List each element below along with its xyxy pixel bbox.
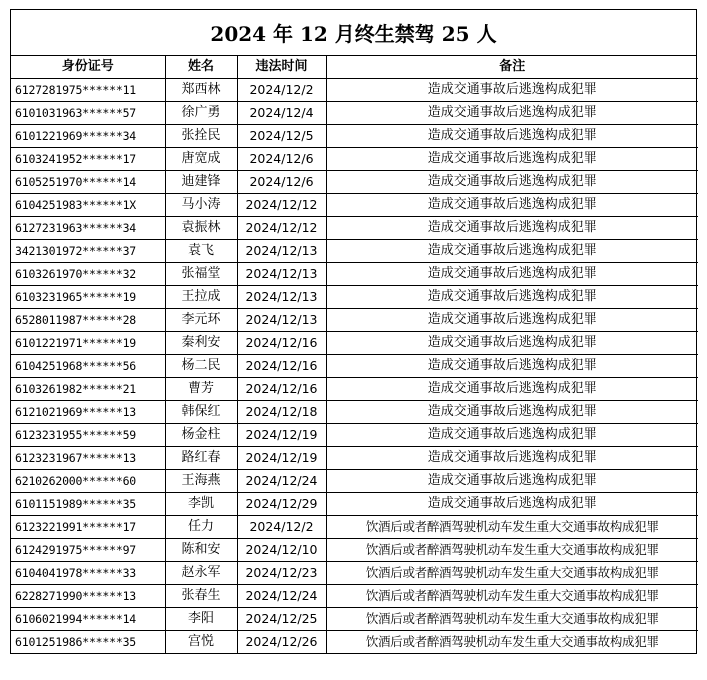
name-cell: 张春生 [165, 585, 237, 608]
note-cell: 造成交通事故后逃逸构成犯罪 [326, 447, 698, 470]
date-cell: 2024/12/10 [237, 539, 326, 562]
table-body [11, 79, 698, 654]
table-row [11, 378, 698, 401]
note-cell: 造成交通事故后逃逸构成犯罪 [326, 286, 698, 309]
name-cell: 宫悦 [165, 631, 237, 654]
table-row [11, 148, 698, 171]
table-row [11, 194, 698, 217]
date-cell: 2024/12/24 [237, 470, 326, 493]
table-row [11, 217, 698, 240]
note-cell: 造成交通事故后逃逸构成犯罪 [326, 401, 698, 424]
table-row [11, 447, 698, 470]
date-cell: 2024/12/12 [237, 194, 326, 217]
id-cell: 6103261982******21 [11, 378, 165, 401]
table-row [11, 263, 698, 286]
id-cell: 6228271990******13 [11, 585, 165, 608]
id-cell: 6106021994******14 [11, 608, 165, 631]
note-cell: 饮酒后或者醉酒驾驶机动车发生重大交通事故构成犯罪 [326, 516, 698, 539]
date-cell: 2024/12/2 [237, 516, 326, 539]
id-cell: 6124291975******97 [11, 539, 165, 562]
header-date: 违法时间 [237, 56, 326, 79]
note-cell: 造成交通事故后逃逸构成犯罪 [326, 263, 698, 286]
date-cell: 2024/12/18 [237, 401, 326, 424]
name-cell: 任力 [165, 516, 237, 539]
table-row [11, 631, 698, 654]
note-cell: 造成交通事故后逃逸构成犯罪 [326, 171, 698, 194]
table-row [11, 539, 698, 562]
note-cell: 饮酒后或者醉酒驾驶机动车发生重大交通事故构成犯罪 [326, 562, 698, 585]
date-cell: 2024/12/16 [237, 355, 326, 378]
date-cell: 2024/12/6 [237, 171, 326, 194]
note-cell: 造成交通事故后逃逸构成犯罪 [326, 355, 698, 378]
note-cell: 造成交通事故后逃逸构成犯罪 [326, 79, 698, 102]
name-cell: 路红春 [165, 447, 237, 470]
table-row [11, 286, 698, 309]
table-row [11, 470, 698, 493]
table-row [11, 355, 698, 378]
id-cell: 6121021969******13 [11, 401, 165, 424]
id-cell: 6101151989******35 [11, 493, 165, 516]
name-cell: 袁飞 [165, 240, 237, 263]
name-cell: 马小涛 [165, 194, 237, 217]
id-cell: 6101031963******57 [11, 102, 165, 125]
name-cell: 王海燕 [165, 470, 237, 493]
note-cell: 造成交通事故后逃逸构成犯罪 [326, 125, 698, 148]
ban-list-sheet [10, 9, 697, 654]
date-cell: 2024/12/16 [237, 378, 326, 401]
table-row [11, 401, 698, 424]
header-row [11, 56, 698, 79]
name-cell: 王拉成 [165, 286, 237, 309]
id-cell: 6103241952******17 [11, 148, 165, 171]
note-cell: 造成交通事故后逃逸构成犯罪 [326, 424, 698, 447]
note-cell: 饮酒后或者醉酒驾驶机动车发生重大交通事故构成犯罪 [326, 585, 698, 608]
note-cell: 造成交通事故后逃逸构成犯罪 [326, 102, 698, 125]
table-row [11, 171, 698, 194]
table-row [11, 493, 698, 516]
table-row [11, 562, 698, 585]
id-cell: 6101221969******34 [11, 125, 165, 148]
date-cell: 2024/12/6 [237, 148, 326, 171]
id-cell: 6123231955******59 [11, 424, 165, 447]
note-cell: 造成交通事故后逃逸构成犯罪 [326, 309, 698, 332]
name-cell: 杨二民 [165, 355, 237, 378]
id-cell: 6101221971******19 [11, 332, 165, 355]
header-id: 身份证号 [11, 56, 165, 79]
id-cell: 6101251986******35 [11, 631, 165, 654]
table-row [11, 240, 698, 263]
date-cell: 2024/12/19 [237, 424, 326, 447]
date-cell: 2024/12/13 [237, 240, 326, 263]
id-cell: 6210262000******60 [11, 470, 165, 493]
date-cell: 2024/12/25 [237, 608, 326, 631]
note-cell: 造成交通事故后逃逸构成犯罪 [326, 240, 698, 263]
name-cell: 郑西林 [165, 79, 237, 102]
note-cell: 造成交通事故后逃逸构成犯罪 [326, 217, 698, 240]
name-cell: 赵永军 [165, 562, 237, 585]
note-cell: 饮酒后或者醉酒驾驶机动车发生重大交通事故构成犯罪 [326, 631, 698, 654]
name-cell: 李元环 [165, 309, 237, 332]
name-cell: 曹芳 [165, 378, 237, 401]
table-row [11, 332, 698, 355]
date-cell: 2024/12/13 [237, 309, 326, 332]
date-cell: 2024/12/19 [237, 447, 326, 470]
id-cell: 6103261970******32 [11, 263, 165, 286]
id-cell: 6104251968******56 [11, 355, 165, 378]
name-cell: 徐广勇 [165, 102, 237, 125]
name-cell: 唐宽成 [165, 148, 237, 171]
table-row [11, 79, 698, 102]
table-row [11, 424, 698, 447]
name-cell: 韩保红 [165, 401, 237, 424]
date-cell: 2024/12/23 [237, 562, 326, 585]
date-cell: 2024/12/13 [237, 263, 326, 286]
name-cell: 张福堂 [165, 263, 237, 286]
table-row [11, 309, 698, 332]
id-cell: 6123221991******17 [11, 516, 165, 539]
date-cell: 2024/12/24 [237, 585, 326, 608]
header-note: 备注 [326, 56, 698, 79]
name-cell: 李阳 [165, 608, 237, 631]
date-cell: 2024/12/29 [237, 493, 326, 516]
note-cell: 造成交通事故后逃逸构成犯罪 [326, 148, 698, 171]
id-cell: 6528011987******28 [11, 309, 165, 332]
id-cell: 6105251970******14 [11, 171, 165, 194]
date-cell: 2024/12/16 [237, 332, 326, 355]
id-cell: 6104041978******33 [11, 562, 165, 585]
date-cell: 2024/12/2 [237, 79, 326, 102]
header-name: 姓名 [165, 56, 237, 79]
ban-list-table [11, 56, 698, 653]
note-cell: 造成交通事故后逃逸构成犯罪 [326, 470, 698, 493]
note-cell: 饮酒后或者醉酒驾驶机动车发生重大交通事故构成犯罪 [326, 608, 698, 631]
name-cell: 李凯 [165, 493, 237, 516]
id-cell: 6123231967******13 [11, 447, 165, 470]
name-cell: 迪建锋 [165, 171, 237, 194]
table-row [11, 102, 698, 125]
name-cell: 杨金柱 [165, 424, 237, 447]
date-cell: 2024/12/26 [237, 631, 326, 654]
date-cell: 2024/12/13 [237, 286, 326, 309]
id-cell: 3421301972******37 [11, 240, 165, 263]
table-row [11, 585, 698, 608]
date-cell: 2024/12/12 [237, 217, 326, 240]
date-cell: 2024/12/4 [237, 102, 326, 125]
note-cell: 饮酒后或者醉酒驾驶机动车发生重大交通事故构成犯罪 [326, 539, 698, 562]
name-cell: 张拴民 [165, 125, 237, 148]
note-cell: 造成交通事故后逃逸构成犯罪 [326, 332, 698, 355]
name-cell: 陈和安 [165, 539, 237, 562]
id-cell: 6127281975******11 [11, 79, 165, 102]
date-cell: 2024/12/5 [237, 125, 326, 148]
table-row [11, 125, 698, 148]
table-row [11, 516, 698, 539]
name-cell: 袁振林 [165, 217, 237, 240]
note-cell: 造成交通事故后逃逸构成犯罪 [326, 493, 698, 516]
id-cell: 6103231965******19 [11, 286, 165, 309]
table-row [11, 608, 698, 631]
name-cell: 秦利安 [165, 332, 237, 355]
id-cell: 6127231963******34 [11, 217, 165, 240]
id-cell: 6104251983******1X [11, 194, 165, 217]
note-cell: 造成交通事故后逃逸构成犯罪 [326, 194, 698, 217]
sheet-title: 2024 年 12 月终生禁驾 25 人 [11, 10, 696, 56]
note-cell: 造成交通事故后逃逸构成犯罪 [326, 378, 698, 401]
